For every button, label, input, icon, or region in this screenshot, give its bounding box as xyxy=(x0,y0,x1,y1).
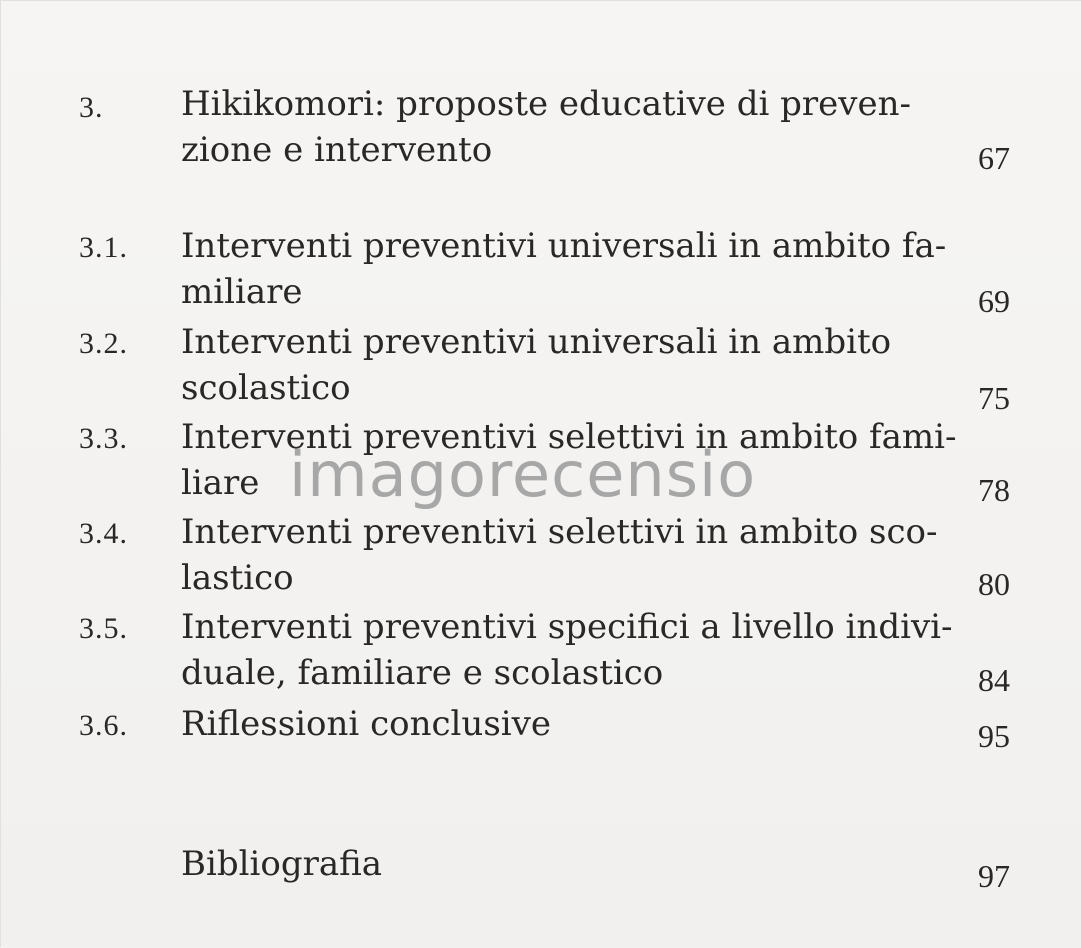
bibliography-title-text: Bibliografia xyxy=(181,844,383,884)
bibliography-title xyxy=(181,841,887,887)
section-title-line-1: Interventi preventivi universali in ambito fa- xyxy=(181,226,947,266)
chapter-title-line-1: Hikikomori: proposte educative di preven- xyxy=(181,84,912,124)
section-number: 3.1. xyxy=(79,231,128,264)
section-number: 3.5. xyxy=(79,612,128,645)
section-page-number: 75 xyxy=(978,380,1010,416)
section-page-number: 95 xyxy=(978,718,1010,754)
section-page-number: 80 xyxy=(978,566,1010,602)
chapter-number: 3. xyxy=(79,91,104,124)
section-title-line-1: Interventi preventivi specifici a livello indivi- xyxy=(181,607,953,647)
section-number: 3.2. xyxy=(79,327,128,360)
section-title-line-2: miliare xyxy=(181,272,303,312)
section-number: 3.6. xyxy=(79,709,128,742)
section-page-number: 69 xyxy=(978,283,1010,319)
section-title-line-2: lastico xyxy=(181,558,294,598)
section-number: 3.3. xyxy=(79,422,128,455)
watermark: imagorecensio xyxy=(289,438,757,511)
section-number: 3.4. xyxy=(79,517,128,550)
chapter-title-line-2: zione e intervento xyxy=(181,130,493,170)
section-title-line-2: duale, familiare e scolastico xyxy=(181,653,664,693)
section-page-number: 84 xyxy=(978,662,1010,698)
section-title-line-1: Interventi preventivi universali in ambito xyxy=(181,322,892,362)
bibliography-page-number: 97 xyxy=(978,858,1010,894)
section-title-line-1: Interventi preventivi selettivi in ambito sco- xyxy=(181,512,938,552)
section-title-line-1: Riflessioni conclusive xyxy=(181,704,551,744)
section-title-line-2: scolastico xyxy=(181,368,351,408)
section-title-line-1: Interventi preventivi selettivi in ambito fami- xyxy=(181,417,957,457)
section-title-line-2: liare xyxy=(181,463,260,503)
chapter-page-number: 67 xyxy=(978,140,1010,176)
section-page-number: 78 xyxy=(978,472,1010,508)
